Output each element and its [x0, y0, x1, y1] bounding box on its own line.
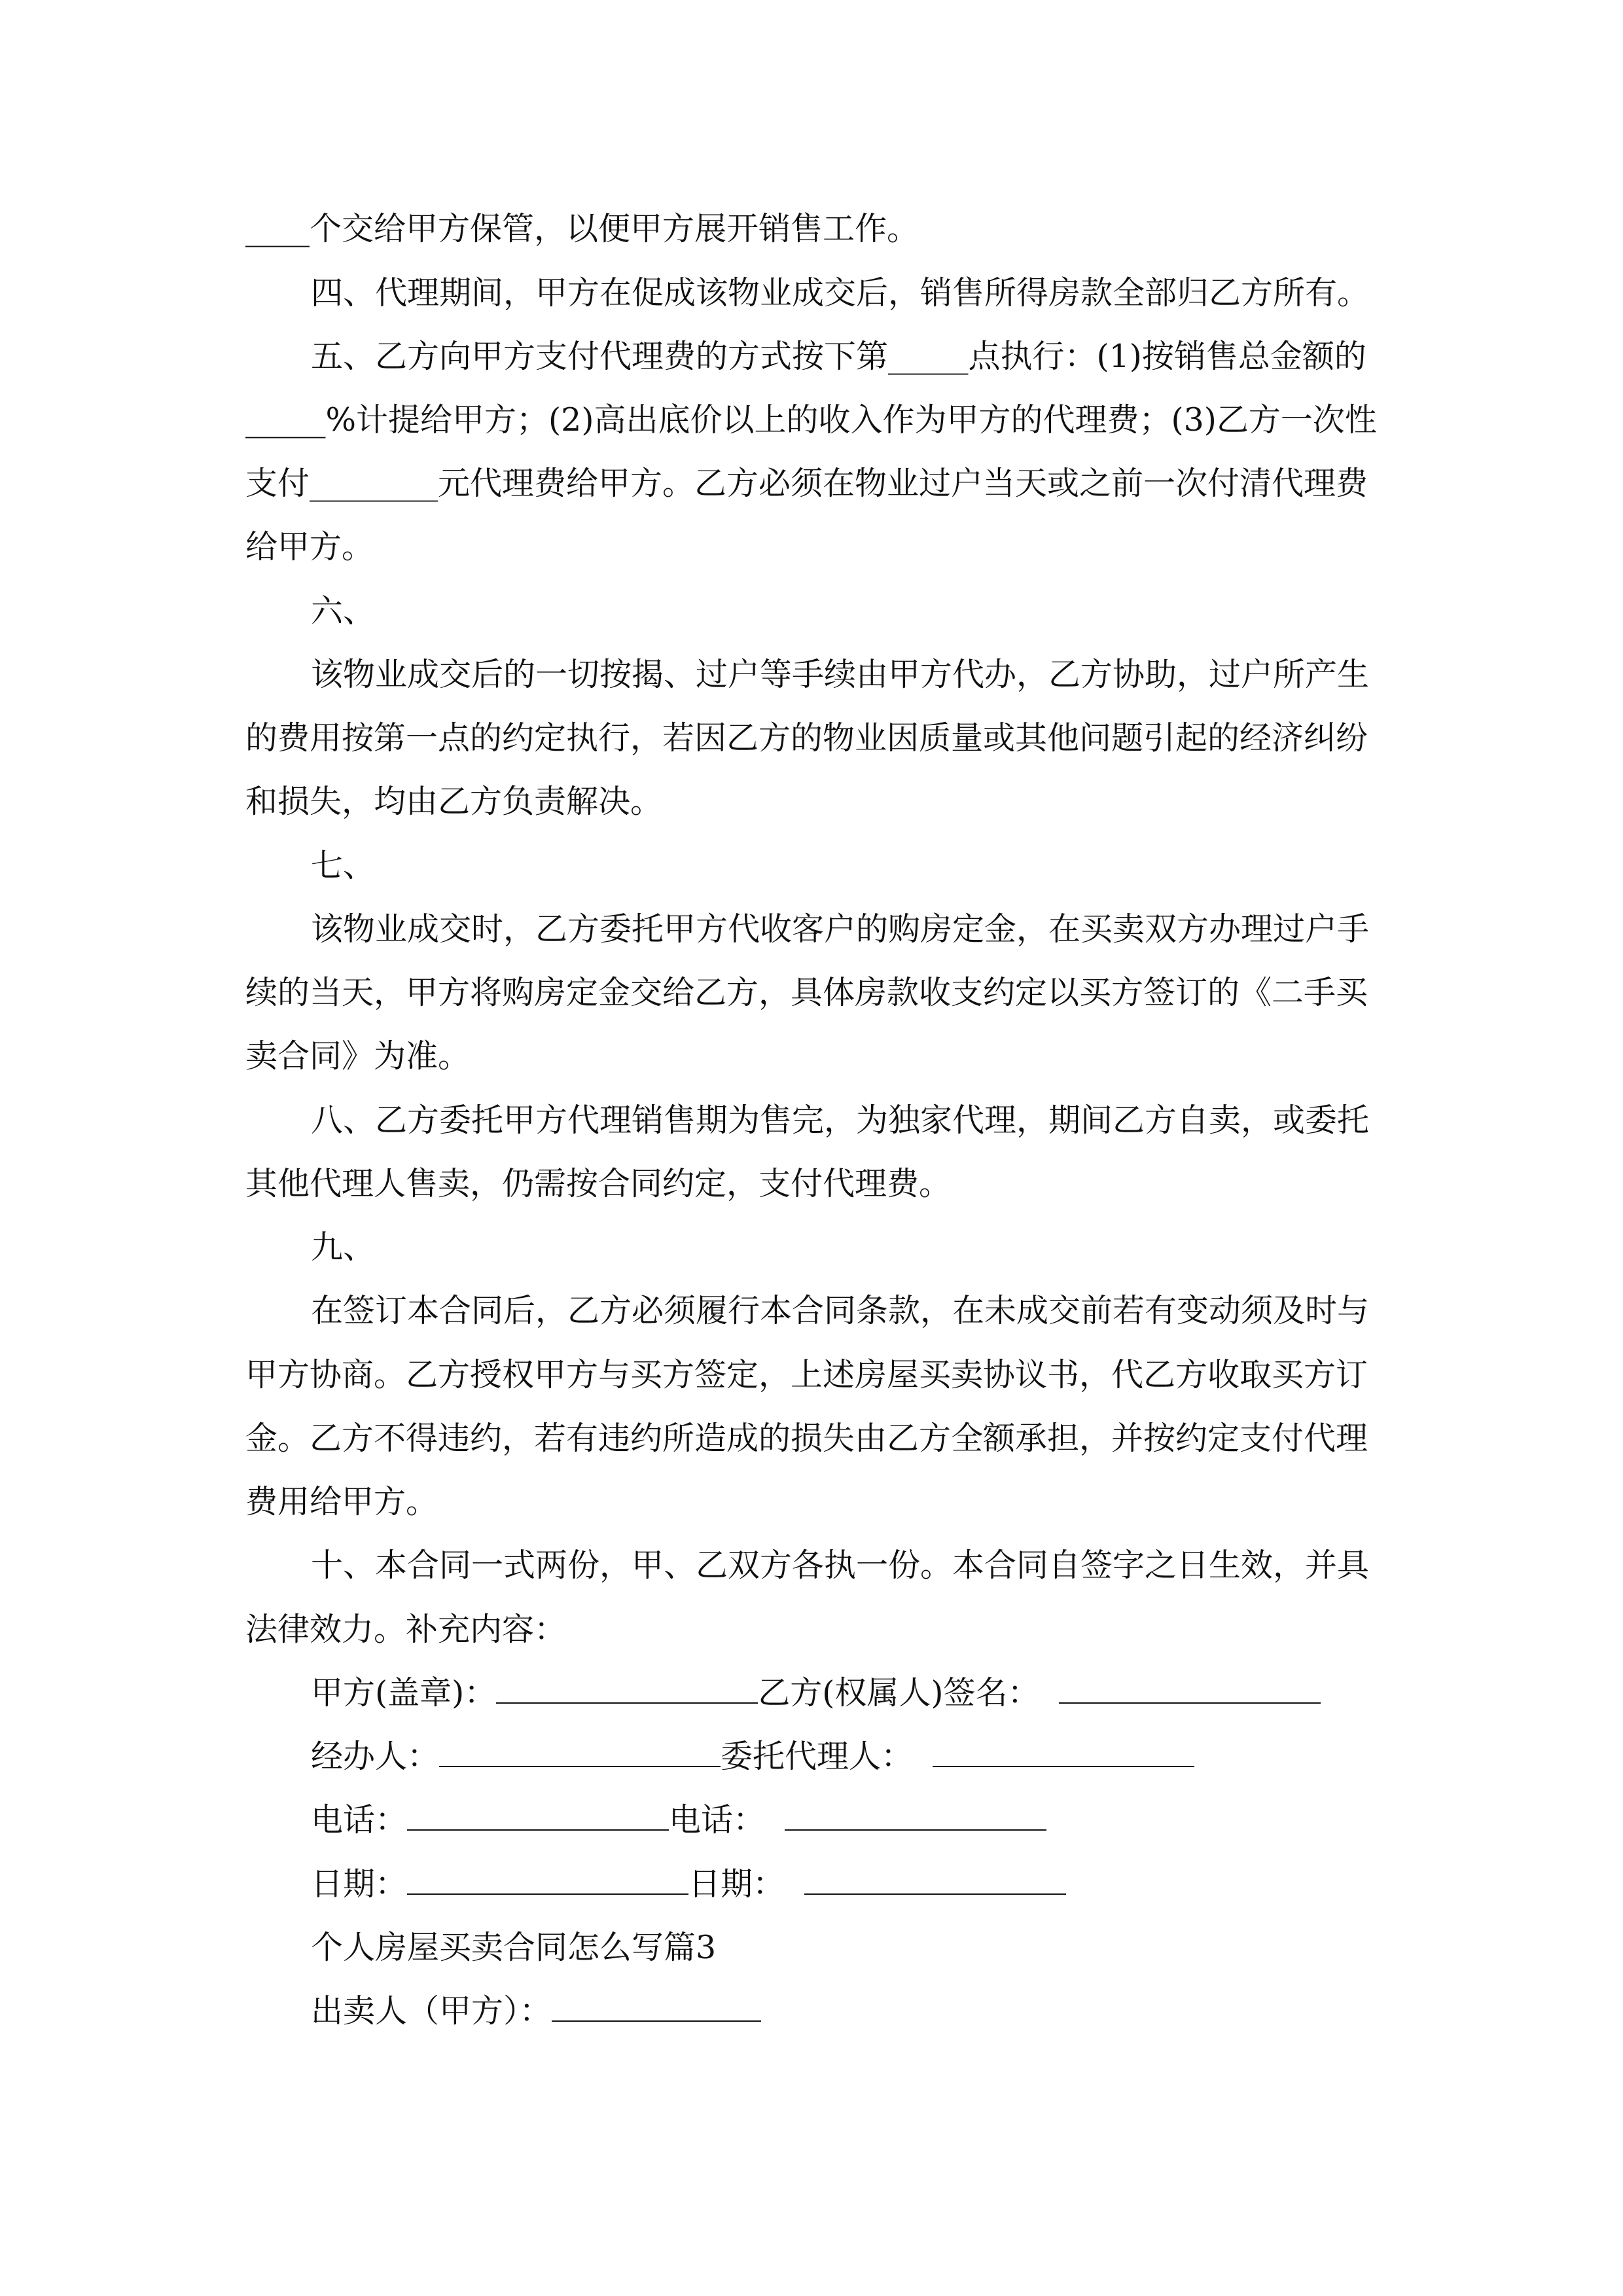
agent-blank[interactable] [933, 1740, 1194, 1767]
paragraph-line: 和损失，均由乙方负责解决。 [245, 783, 663, 820]
paragraph-line: 支付________元代理费给甲方。乙方必须在物业过户当天或之前一次付清代理费 [245, 465, 1368, 502]
phone-b-label: 电话： [669, 1801, 766, 1839]
seller-label: 出卖人（甲方）： [311, 1992, 552, 2030]
paragraph-line: 该物业成交后的一切按揭、过户等手续由甲方代办，乙方协助，过户所产生 [311, 656, 1370, 693]
clause-4-line: 四、代理期间，甲方在促成该物业成交后，销售所得房款全部归乙方所有。 [311, 274, 1370, 312]
seller-blank[interactable] [552, 1994, 761, 2022]
clause-6-heading: 六、 [311, 592, 376, 630]
signature-row-date [311, 1865, 1066, 1904]
paragraph-line: 费用给甲方。 [245, 1483, 438, 1520]
date-a-label: 日期： [311, 1865, 408, 1903]
paragraph-line: 在签订本合同后，乙方必须履行本合同条款，在未成交前若有变动须及时与 [311, 1292, 1370, 1329]
party-a-seal-label: 甲方(盖章)： [311, 1674, 497, 1712]
party-a-seal-blank[interactable] [496, 1676, 758, 1704]
handler-label: 经办人： [311, 1738, 440, 1775]
paragraph-line: 其他代理人售卖，仍需按合同约定，支付代理费。 [245, 1165, 952, 1202]
phone-a-blank[interactable] [407, 1803, 669, 1831]
date-b-blank[interactable] [804, 1867, 1066, 1895]
section-title: 个人房屋买卖合同怎么写篇3 [311, 1929, 717, 1966]
date-a-blank[interactable] [407, 1867, 688, 1895]
paragraph-line: 卖合同》为准。 [245, 1037, 471, 1075]
phone-a-label: 电话： [311, 1801, 408, 1839]
paragraph-line: 的费用按第一点的约定执行，若因乙方的物业因质量或其他问题引起的经济纠纷 [245, 719, 1368, 757]
signature-row-handler [311, 1737, 1194, 1776]
date-b-label: 日期： [688, 1865, 785, 1903]
paragraph-line: _____%计提给甲方；(2)高出底价以上的收入作为甲方的代理费；(3)乙方一次性 [245, 401, 1377, 439]
clause-5-line: 五、乙方向甲方支付代理费的方式按下第_____点执行：(1)按销售总金额的 [311, 338, 1366, 375]
paragraph-line: 续的当天，甲方将购房定金交给乙方，具体房款收支约定以买方签订的《二手买 [245, 974, 1368, 1011]
handler-blank[interactable] [439, 1740, 721, 1767]
agent-label: 委托代理人： [721, 1738, 914, 1775]
paragraph-line: 给甲方。 [245, 528, 374, 565]
paragraph-line: 法律效力。补充内容： [245, 1611, 567, 1648]
seller-row [311, 1992, 761, 2031]
clause-10-line: 十、本合同一式两份，甲、乙双方各执一份。本合同自签字之日生效，并具 [311, 1547, 1370, 1584]
signature-row-phone [311, 1801, 1046, 1840]
phone-b-blank[interactable] [785, 1803, 1046, 1831]
clause-8-line: 八、乙方委托甲方代理销售期为售完，为独家代理，期间乙方自卖，或委托 [311, 1102, 1370, 1139]
signature-row-seal [311, 1674, 1321, 1713]
clause-9-heading: 九、 [311, 1229, 376, 1266]
paragraph-line: ____个交给甲方保管，以便甲方展开销售工作。 [245, 210, 919, 247]
clause-7-heading: 七、 [311, 847, 376, 884]
party-b-sign-label: 乙方(权属人)签名： [758, 1674, 1040, 1712]
party-b-sign-blank[interactable] [1059, 1676, 1321, 1704]
paragraph-line: 该物业成交时，乙方委托甲方代收客户的购房定金，在买卖双方办理过户手 [311, 910, 1370, 948]
paragraph-line: 甲方协商。乙方授权甲方与买方签定，上述房屋买卖协议书，代乙方收取买方订 [245, 1356, 1368, 1393]
paragraph-line: 金。乙方不得违约，若有违约所造成的损失由乙方全额承担，并按约定支付代理 [245, 1420, 1368, 1457]
